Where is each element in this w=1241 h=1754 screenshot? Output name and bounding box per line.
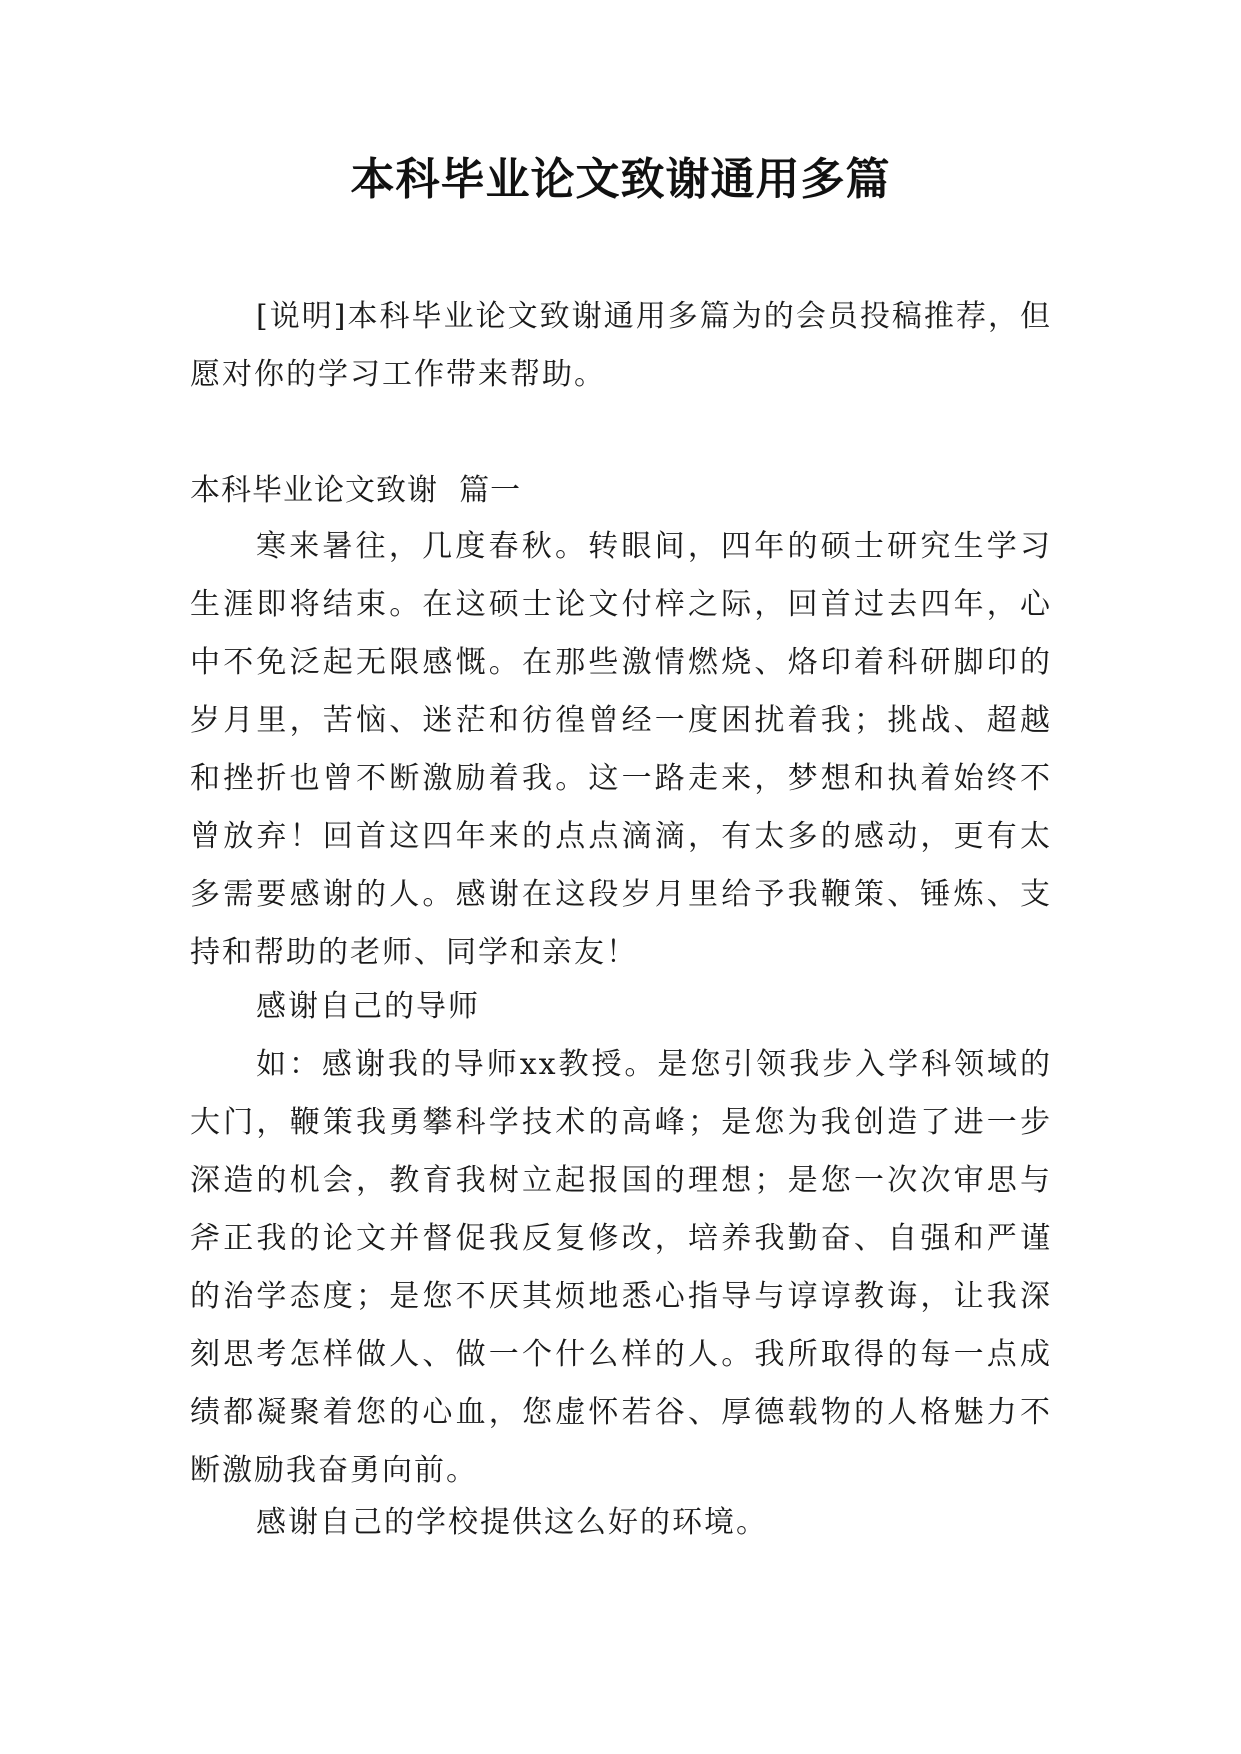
paragraph-thanks-advisor-heading: 感谢自己的导师 <box>256 989 480 1024</box>
intro-note: [说明]本科毕业论文致谢通用多篇为的会员投稿推荐，但愿对你的学习工作带来帮助。 <box>190 299 1052 392</box>
section-heading: 本科毕业论文致谢 篇一 <box>190 473 522 508</box>
paragraph-thanks-advisor: 如：感谢我的导师xx教授。是您引领我步入学科领域的大门，鞭策我勇攀科学技术的高峰；是您为我创造了进一步深造的机会，教育我树立起报国的理想；是您一次次审思与斧正我的论文并督促我反复修改，培养我勤奋、自强和严谨的治学态度；是您不厌其烦地悉心指导与谆谆教诲，让我深刻思考怎样做人、做一个什么样的人。我所取得的每一点成绩都凝聚着您的心血，您虚怀若谷、厚德载物的人格魅力不断激励我奋勇向前。 <box>190 1047 1052 1488</box>
paragraph-opening: 寒来暑往，几度春秋。转眼间，四年的硕士研究生学习生涯即将结束。在这硕士论文付梓之际，回首过去四年，心中不免泛起无限感慨。在那些激情燃烧、烙印着科研脚印的岁月里，苦恼、迷茫和彷徨曾经一度困扰着我；挑战、超越和挫折也曾不断激励着我。这一路走来，梦想和执着始终不曾放弃！回首这四年来的点点滴滴，有太多的感动，更有太多需要感谢的人。感谢在这段岁月里给予我鞭策、锤炼、支持和帮助的老师、同学和亲友！ <box>190 529 1052 970</box>
document-title: 本科毕业论文致谢通用多篇 <box>350 154 891 205</box>
paragraph-thanks-school: 感谢自己的学校提供这么好的环境。 <box>256 1505 768 1540</box>
